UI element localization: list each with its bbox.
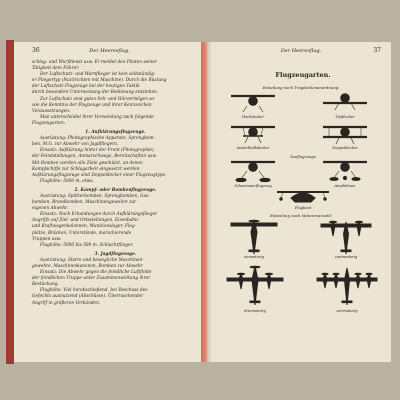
text-line: Angriff in größeren Verbänden. xyxy=(32,299,101,305)
text-line: der Luftschutz-Flugzeuge bei der heutigen Taktik xyxy=(32,83,140,89)
dreimotorig-icon xyxy=(227,266,283,305)
left-running-title: Der Heeresflug. xyxy=(89,48,130,54)
viermotorig-icon xyxy=(317,268,377,305)
tiefdecker-icon xyxy=(323,94,367,110)
text-line: plätze, Brücken, Unterstände, marschierende xyxy=(32,229,132,235)
text-line: Gefechts ausnutzend (Abschüsse). Überraschender xyxy=(32,293,144,299)
section-title-kampf: 2. Kampf- oder Bombenflugzeuge. xyxy=(74,186,157,192)
text-line: bomben, Brandbomben, Maschinengewehre zur xyxy=(32,199,137,205)
engine-count-heading: Einteilung nach Motorenanzahl: xyxy=(269,213,333,218)
label-doppeldecker: Doppeldecker xyxy=(332,146,358,150)
right-running-title: Der Heeresflug. xyxy=(280,48,322,54)
text-line: schlag- und Wurfdienst usw. Er meldet den Piloten seiner xyxy=(32,59,157,64)
label-dreimotorig: dreimotorig xyxy=(244,309,266,313)
anderthalbdecker-icon xyxy=(231,127,275,143)
text-line: eigenen Abwehr. xyxy=(32,205,69,211)
label-zweimotorig: zweimotorig xyxy=(334,255,358,259)
text-line: der feindlichen Truppe unter Zusammenwirkung ihrer xyxy=(32,275,151,281)
text-line: Der Luftschutz- und Warnflieger ist kein selbständig- xyxy=(40,71,156,77)
section-title-jagd: 3. Jagdflugzeuge. xyxy=(94,250,137,256)
text-line: er Fliegertyp (Nachrichten mit Maschine). Durch die Rüstung xyxy=(32,77,167,83)
schwimmerflugzeug-icon xyxy=(231,162,275,182)
text-line: Kampfschiffe zur Schlagarbeit eingesetzt werden. xyxy=(32,165,141,171)
text-line: Flugzeugarten: xyxy=(32,119,66,125)
einmotorig-icon xyxy=(231,220,277,254)
flight-height-2: Flughöhe: 5000 bis 500 m. Schlachtflieger. xyxy=(40,241,134,247)
text-line: wie die Kenntnis der Flugzeuge und ihrer Kennzeichen xyxy=(32,101,152,107)
book-cover-edge xyxy=(6,40,14,364)
text-line: Einsatz: Nach Erkundungen durch Aufklärungsflieger xyxy=(40,211,158,217)
label-flugboot: Flugboot xyxy=(294,206,312,210)
label-viermotorig: viermotorig xyxy=(336,309,358,313)
hochdecker-icon xyxy=(231,96,275,112)
text-line: Tätigkeit dem Führer. xyxy=(32,65,80,71)
text-line: Aufklärungsflugzeuge sind Doppeldecker einer Flugzeugtype. xyxy=(32,171,167,177)
text-line: Truppen usw. xyxy=(32,235,62,241)
text-line: Angriffe auf Ziel- und Ortsstellungen, Eisenbahn- xyxy=(32,217,140,223)
text-line: Einsatz: Aufklärung hinter der Front (Photographie) xyxy=(40,147,154,153)
aircraft-types-illustration xyxy=(211,42,391,362)
text-line: Ausrüstung: Splitterbomben, Sprengbomben, Gas- xyxy=(40,192,150,198)
flight-height-3: Flughöhe: Viel herabschießend, bei Beschuss des xyxy=(40,287,148,293)
text-line: Voraussetzungen. xyxy=(32,107,71,113)
label-einmotorig: einmotorig xyxy=(244,255,264,259)
seaplanes-heading: Seeflugzeuge xyxy=(290,154,316,159)
left-page xyxy=(14,42,205,362)
doppeldecker-icon xyxy=(323,127,367,144)
label-schwimmerflugzeug: Schwimmerflugzeug xyxy=(234,184,272,188)
text-line: durch besondere Unterweisung der Bedienung entstehen. xyxy=(32,89,159,95)
text-line: und Kraftwagenkolonnen, Munitionslager, Flug- xyxy=(32,223,137,229)
text-line: Bestückung. xyxy=(32,281,59,287)
text-line: gewehre, Maschinenkanonen, Bomben zur Abwehr xyxy=(32,263,143,268)
text-line: ben, M.G. zur Abwehr von Jagdfliegern. xyxy=(32,141,119,147)
plate-heading: Flugzeugarten. xyxy=(275,71,331,79)
intro-lines xyxy=(32,59,199,126)
flight-height-1: Flughöhe: 5000 m. etwa. xyxy=(40,177,95,183)
left-page-number: 36 xyxy=(32,47,40,54)
label-amphibium: Amphibium xyxy=(334,184,356,188)
text-line: Einsatz: Die Abwehr gegen die feindliche Luftflotte xyxy=(40,269,152,275)
label-tiefdecker: Tiefdecker xyxy=(335,115,355,119)
wing-arrangement-heading: Einteilung nach Tragdeckenanordnung: xyxy=(262,85,340,90)
left-page-text xyxy=(32,59,199,306)
flugboot-icon xyxy=(277,192,329,202)
label-hochdecker: Hochdecker xyxy=(241,115,265,119)
label-anderthalbdecker: Anderthalbdecker xyxy=(236,146,270,150)
text-line: der Feindstellungen, Anmarschwege, Bereitschaften usw. xyxy=(32,153,157,159)
text-line: Man unterscheidet ihrer Verwendung nach folgende xyxy=(40,113,154,119)
text-line: Zur Luftschutz sind gutes Seh- und Hörvermögen so- xyxy=(40,95,156,101)
amphibium-icon xyxy=(323,162,367,180)
right-page-number: 37 xyxy=(373,47,381,54)
right-page xyxy=(211,42,391,362)
section-title-aufklaerung: 1. Aufklärungsflugzeuge. xyxy=(85,129,146,135)
text-line: Ausrüstung: Starre und bewegliche Maschinen- xyxy=(40,256,144,262)
zweimotorig-icon xyxy=(321,221,371,254)
text-line: Mit Bomben werden alle Ziele geschützt, an denen xyxy=(32,159,143,165)
text-line: Ausrüstung: Photographische Apparate, Sprengbom- xyxy=(40,135,155,141)
